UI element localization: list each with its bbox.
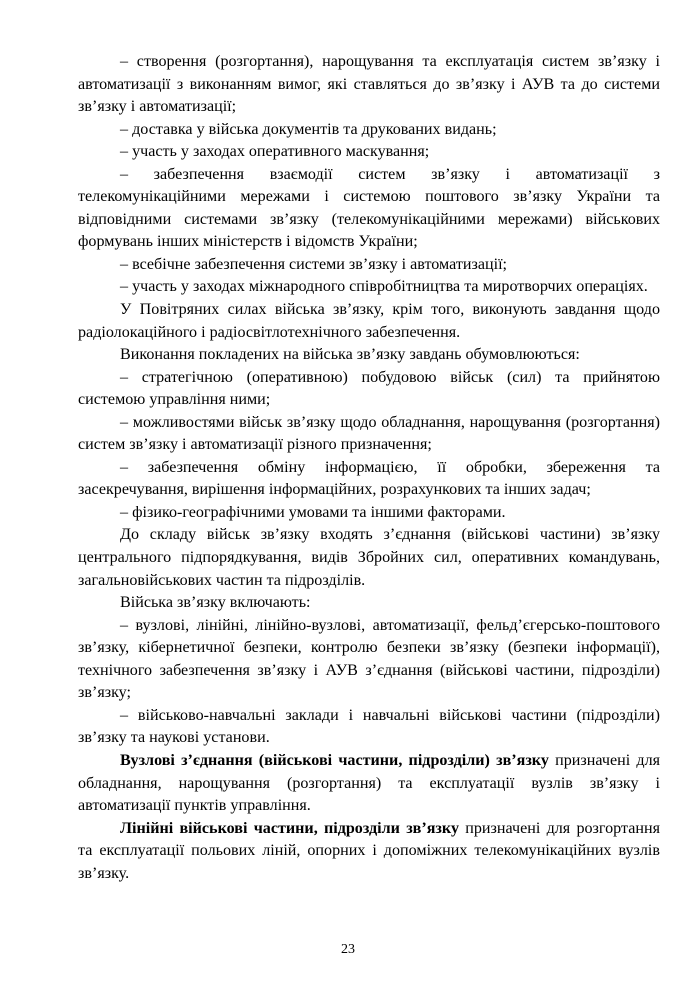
paragraph-text: – доставка у війська документів та друкованих видань; [120,120,497,138]
paragraph-air-force [78,299,660,344]
paragraph-text: – вузлові, лінійні, лінійно-вузлові, автоматизації, фельд’єгерсько-поштового зв’язку, кібернетичної безпеки, контролю безпеки зв’язку (безпеки інформації), технічного забезпечення зв’язку і АУВ з’єднання (військові частини, підрозділи) зв’язку; [78,616,660,702]
bold-term: Вузлові з’єднання (військові частини, підрозділи) зв’язку [120,751,549,769]
bold-term: Лінійні військові частини, підрозділи зв’язку [120,819,459,837]
list-item-2 [78,119,660,142]
paragraph-text: До складу військ зв’язку входять з’єднання (військові частини) зв’язку центрального підпорядкування, видів Збройних сил, оперативних командувань, загальновійськових частин та підрозділів. [78,526,660,589]
page-number: 23 [341,942,355,957]
paragraph-text: – участь у заходах оперативного маскування; [120,143,430,161]
paragraph-conditions-intro [78,344,660,367]
list-item-4 [78,164,660,254]
paragraph-composition [78,524,660,592]
paragraph-text: – можливостями військ зв’язку щодо обладнання, нарощування (розгортання) систем зв’язку і автоматизації різного призначення; [78,413,660,454]
paragraph-text: Виконання покладених на війська зв’язку завдань обумовлюються: [120,346,580,364]
list-item-5 [78,254,660,277]
list-item-7 [78,367,660,412]
paragraph-text: – забезпечення обміну інформацією, її обробки, збереження та засекречування, вирішення інформаційних, розрахункових та інших задач; [78,458,660,499]
paragraph-line-units [78,818,660,886]
paragraph-nodal-units [78,750,660,818]
paragraph-text: – всебічне забезпечення системи зв’язку і автоматизації; [120,255,508,273]
paragraph-text: призначені для обладнання, нарощування (розгортання) та експлуатації вузлів зв’язку і автоматизації пунктів управління. [78,751,661,815]
list-item-8 [78,412,660,457]
paragraph-text: призначені для розгортання та експлуатації польових ліній, опорних і допоміжних телекомунікаційних вузлів зв’язку. [78,819,660,882]
paragraph-text: – стратегічною (оперативною) побудовою військ (сил) та прийнятою системою управління ними; [78,368,660,409]
paragraph-text: Війська зв’язку включають: [120,594,311,612]
paragraph-text: – забезпечення взаємодії систем зв’язку і автоматизації з телекомунікаційними мережами і системою поштового зв’язку України та відповідними системами зв’язку (телекомунікаційними мережами) військових формувань інших міністерств і відомств України; [78,165,660,251]
paragraph-text: – створення (розгортання), нарощування та експлуатація систем зв’язку і автоматизації з виконанням вимог, які ставляться до зв’язку і АУВ та до системи зв’язку і автоматизації; [78,53,660,116]
document-body [78,51,660,885]
list-item-9 [78,457,660,502]
list-item-12 [78,705,660,750]
paragraph-text: У Повітряних силах війська зв’язку, крім того, виконують завдання щодо радіолокаційного і радіосвітлотехнічного забезпечення. [78,301,660,341]
list-item-10 [78,502,660,525]
paragraph-include-intro [78,592,660,615]
list-item-6 [78,276,660,299]
list-item-1 [78,51,660,119]
paragraph-text: – військово-навчальні заклади і навчальні військові частини (підрозділи) зв’язку та наукові установи. [78,706,660,747]
paragraph-text: – фізико-географічними умовами та іншими факторами. [120,503,506,521]
list-item-11 [78,615,660,705]
list-item-3 [78,141,660,164]
paragraph-text: – участь у заходах міжнародного співробітництва та миротворчих операціях. [120,278,648,296]
